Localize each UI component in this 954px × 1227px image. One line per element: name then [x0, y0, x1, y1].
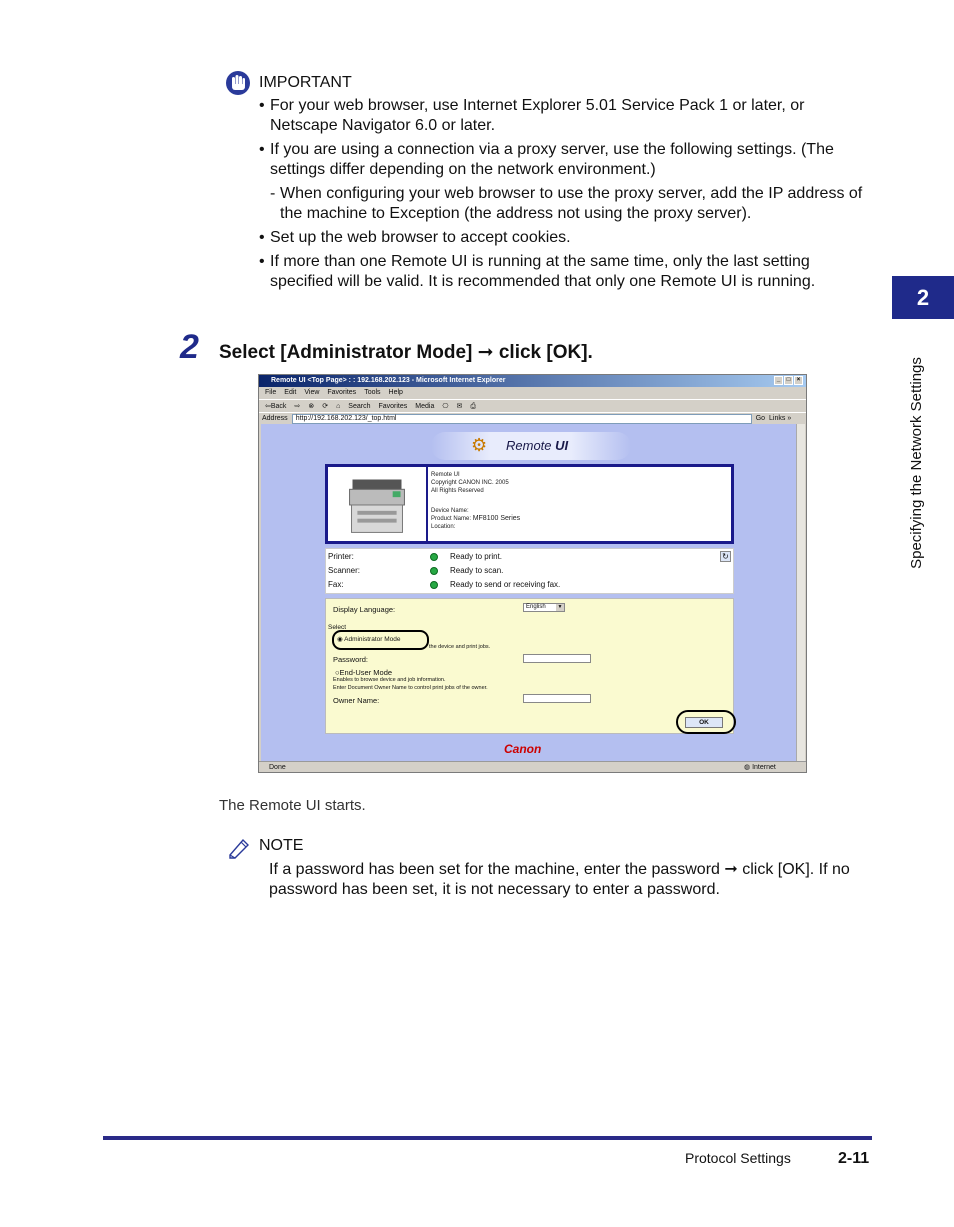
- mail-button[interactable]: ✉: [456, 403, 463, 410]
- display-language-label: Display Language:: [333, 605, 396, 614]
- page-viewport: [261, 424, 797, 762]
- refresh-icon[interactable]: ↻: [720, 551, 731, 562]
- list-item: • If more than one Remote UI is running at the same time, only the last setting specified will be valid. It is recommended that only one Remote UI is running.: [259, 253, 816, 290]
- vertical-scrollbar[interactable]: [796, 424, 805, 762]
- address-label: Address: [262, 414, 288, 422]
- note-text: If a password has been set for the machine, enter the password ➞ click [OK]. If no password has been set, it is not necessary to enter a password.: [269, 861, 850, 898]
- ok-button[interactable]: OK: [685, 717, 723, 728]
- note-title: NOTE: [259, 837, 304, 854]
- device-info-text: Remote UI Copyright CANON INC. 2005 All Rights Reserved Device Name: Product Name: MF8100 Series Location:: [431, 472, 521, 530]
- menu-help[interactable]: Help: [388, 389, 403, 396]
- owner-name-label: Owner Name:: [333, 696, 380, 705]
- search-button[interactable]: Search: [348, 403, 371, 410]
- list-item: • For your web browser, use Internet Explorer 5.01 Service Pack 1 or later, or Netscape Navigator 6.0 or later.: [259, 97, 805, 134]
- device-status-panel: [325, 548, 734, 594]
- list-item: • If you are using a connection via a proxy server, use the following settings. (The settings differ depending on the network environment.): [259, 141, 834, 178]
- admin-mode-radio[interactable]: ◉ Administrator Mode: [337, 636, 401, 643]
- browser-toolbar: [259, 399, 806, 412]
- owner-name-input[interactable]: [523, 694, 591, 703]
- chapter-title-vertical: Specifying the Network Settings: [908, 357, 925, 569]
- menu-view[interactable]: View: [304, 389, 320, 396]
- browser-screenshot: [258, 374, 807, 773]
- menu-file[interactable]: File: [265, 389, 277, 396]
- globe-icon: ◍: [744, 764, 753, 771]
- language-select[interactable]: English ▼: [523, 603, 565, 612]
- end-user-desc-1: Enables to browse device and job information.: [333, 677, 446, 683]
- footer-section-title: Protocol Settings: [685, 1150, 791, 1166]
- end-user-desc-2: Enter Document Owner Name to control print jobs of the owner.: [333, 685, 488, 691]
- device-info-panel: [325, 464, 734, 544]
- forward-button[interactable]: ⇨: [294, 403, 301, 410]
- admin-mode-desc: the device and print jobs.: [429, 644, 491, 650]
- status-row-printer: Printer: Ready to print.: [328, 552, 503, 561]
- footer-rule: [103, 1136, 872, 1140]
- select-mode-label: Select: [328, 624, 347, 631]
- canon-logo: Canon: [504, 742, 542, 756]
- address-input[interactable]: http://192.168.202.123/_top.html: [292, 414, 752, 424]
- list-subitem: - When configuring your web browser to use the proxy server, add the IP address of the machine to Exception (the address not using the proxy server).: [270, 185, 863, 222]
- remote-ui-banner: ⚙ Remote UI: [431, 432, 631, 460]
- status-ok-icon: [430, 581, 438, 589]
- step-number: 2: [180, 328, 199, 366]
- login-panel: [325, 598, 734, 734]
- chevron-down-icon: ▼: [557, 604, 563, 610]
- favorites-button[interactable]: Favorites: [378, 403, 408, 410]
- internet-zone: ◍ Internet: [744, 764, 776, 771]
- refresh-button[interactable]: ⟳: [322, 403, 329, 410]
- ok-button-highlight: [676, 710, 736, 734]
- menu-favorites[interactable]: Favorites: [327, 389, 357, 396]
- menu-tools[interactable]: Tools: [364, 389, 381, 396]
- back-button[interactable]: ⇦Back: [265, 403, 287, 410]
- status-row-fax: Fax: Ready to send or receiving fax.: [328, 580, 561, 589]
- browser-statusbar: Done ◍ Internet: [259, 761, 806, 772]
- important-title: IMPORTANT: [259, 74, 352, 91]
- history-button[interactable]: ⎔: [442, 403, 449, 410]
- password-label: Password:: [333, 655, 369, 664]
- important-list: [259, 96, 874, 296]
- admin-mode-highlight: [332, 630, 429, 650]
- list-item: • Set up the web browser to accept cookies.: [259, 229, 571, 246]
- end-user-mode-radio[interactable]: ○End-User Mode: [335, 668, 393, 677]
- go-button[interactable]: Go: [755, 414, 766, 422]
- status-ok-icon: [430, 567, 438, 575]
- stop-button[interactable]: ⊗: [308, 403, 315, 410]
- chapter-tab: 2: [892, 276, 954, 319]
- menu-bar: [259, 387, 806, 399]
- address-bar: [259, 412, 806, 424]
- note-pencil-icon: [227, 836, 251, 860]
- status-row-scanner: Scanner: Ready to scan.: [328, 566, 504, 575]
- print-button[interactable]: ⎙: [470, 403, 476, 410]
- result-text: The Remote UI starts.: [219, 797, 366, 814]
- page-number: 2-11: [838, 1150, 870, 1167]
- minimize-icon[interactable]: _: [774, 376, 783, 385]
- menu-edit[interactable]: Edit: [284, 389, 297, 396]
- step-instruction: Select [Administrator Mode] ➞ click [OK].: [219, 342, 593, 363]
- password-input[interactable]: [523, 654, 591, 663]
- remote-ui-logo-icon: ⚙: [471, 435, 488, 455]
- window-titlebar: Remote UI <Top Page> : : 192.168.202.123 - Microsoft Internet Explorer _ □ ×: [259, 375, 806, 387]
- home-button[interactable]: ⌂: [336, 403, 341, 410]
- close-icon[interactable]: ×: [794, 376, 803, 385]
- maximize-icon[interactable]: □: [784, 376, 793, 385]
- important-hand-icon: [225, 70, 251, 96]
- printer-image: [328, 467, 428, 541]
- media-button[interactable]: Media: [415, 403, 435, 410]
- status-ok-icon: [430, 553, 438, 561]
- links-button[interactable]: Links »: [769, 414, 792, 422]
